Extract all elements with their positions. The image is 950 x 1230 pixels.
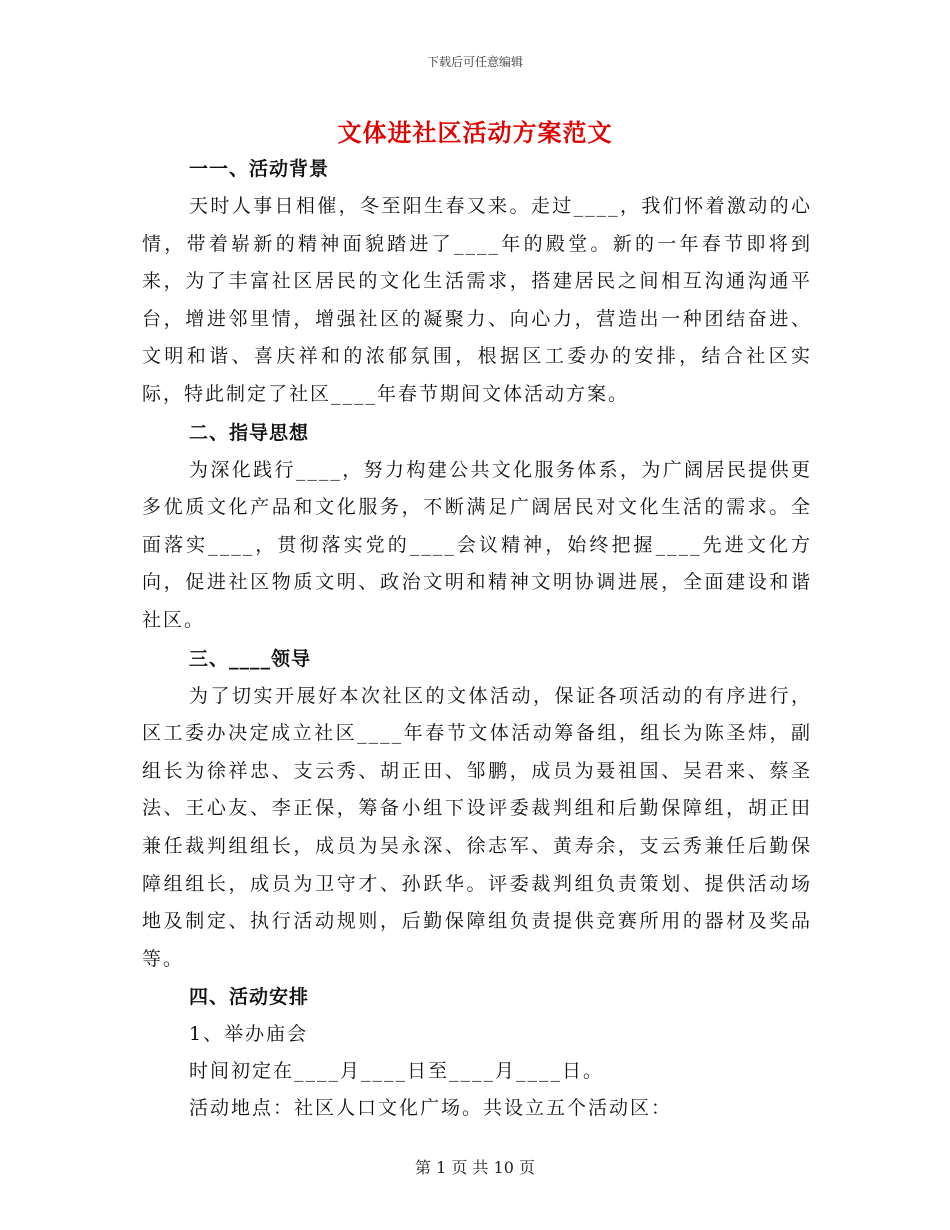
document-title: 文体进社区活动方案范文 (337, 119, 613, 147)
document-body (142, 150, 812, 1127)
section-heading-guiding-ideology: 二、指导思想 (189, 421, 310, 444)
section-heading-background: 一一、活动背景 (189, 158, 330, 180)
paragraph-leadership: 为了切实开展好本次社区的文体活动，保证各项活动的有序进行，区工委办决定成立社区____年春节文体活动筹备组，组长为陈圣炜，副组长为徐祥忠、支云秀、胡正田、邹鹏，成员为聂祖国、吴君来、蔡圣法、王心友、李正保，筹备小组下设评委裁判组和后勤保障组，胡正田兼任裁判组组长，成员为吴永深、徐志军、黄寿余，支云秀兼任后勤保障组组长，成员为卫守才、孙跃华。评委裁判组负责策划、提供活动场地及制定、执行活动规则，后勤保障组负责提供竞赛所用的器材及奖品等。 (142, 684, 812, 970)
header-note: 下载后可任意编辑 (426, 55, 523, 69)
section-heading-arrangement: 四、活动安排 (189, 986, 310, 1009)
section-heading-leadership: 三、____领导 (189, 647, 312, 670)
arrangement-item-temple-fair: 1、举办庙会 (189, 1023, 309, 1046)
arrangement-location: 活动地点：社区人口文化广场。共设立五个活动区： (189, 1097, 673, 1120)
paragraph-background: 天时人事日相催，冬至阳生春又来。走过____，我们怀着激动的心情，带着崭新的精神面貌踏进了____年的殿堂。新的一年春节即将到来，为了丰富社区居民的文化生活需求，搭建居民之间相互沟通沟通平台，增进邻里情，增强社区的凝聚力、向心力，营造出一种团结奋进、文明和谐、喜庆祥和的浓郁氛围，根据区工委办的安排，结合社区实际，特此制定了社区____年春节期间文体活动方案。 (142, 195, 812, 405)
paragraph-guiding-ideology: 为深化践行____，努力构建公共文化服务体系，为广阔居民提供更多优质文化产品和文化服务，不断满足广阔居民对文化生活的需求。全面落实____，贯彻落实党的____会议精神，始终把握____先进文化方向，促进社区物质文明、政治文明和精神文明协调进展，全面建设和谐社区。 (142, 458, 812, 631)
page-footer: 第 1 页 共 10 页 (415, 1158, 535, 1177)
arrangement-time: 时间初定在____月____日至____月____日。 (189, 1060, 605, 1083)
